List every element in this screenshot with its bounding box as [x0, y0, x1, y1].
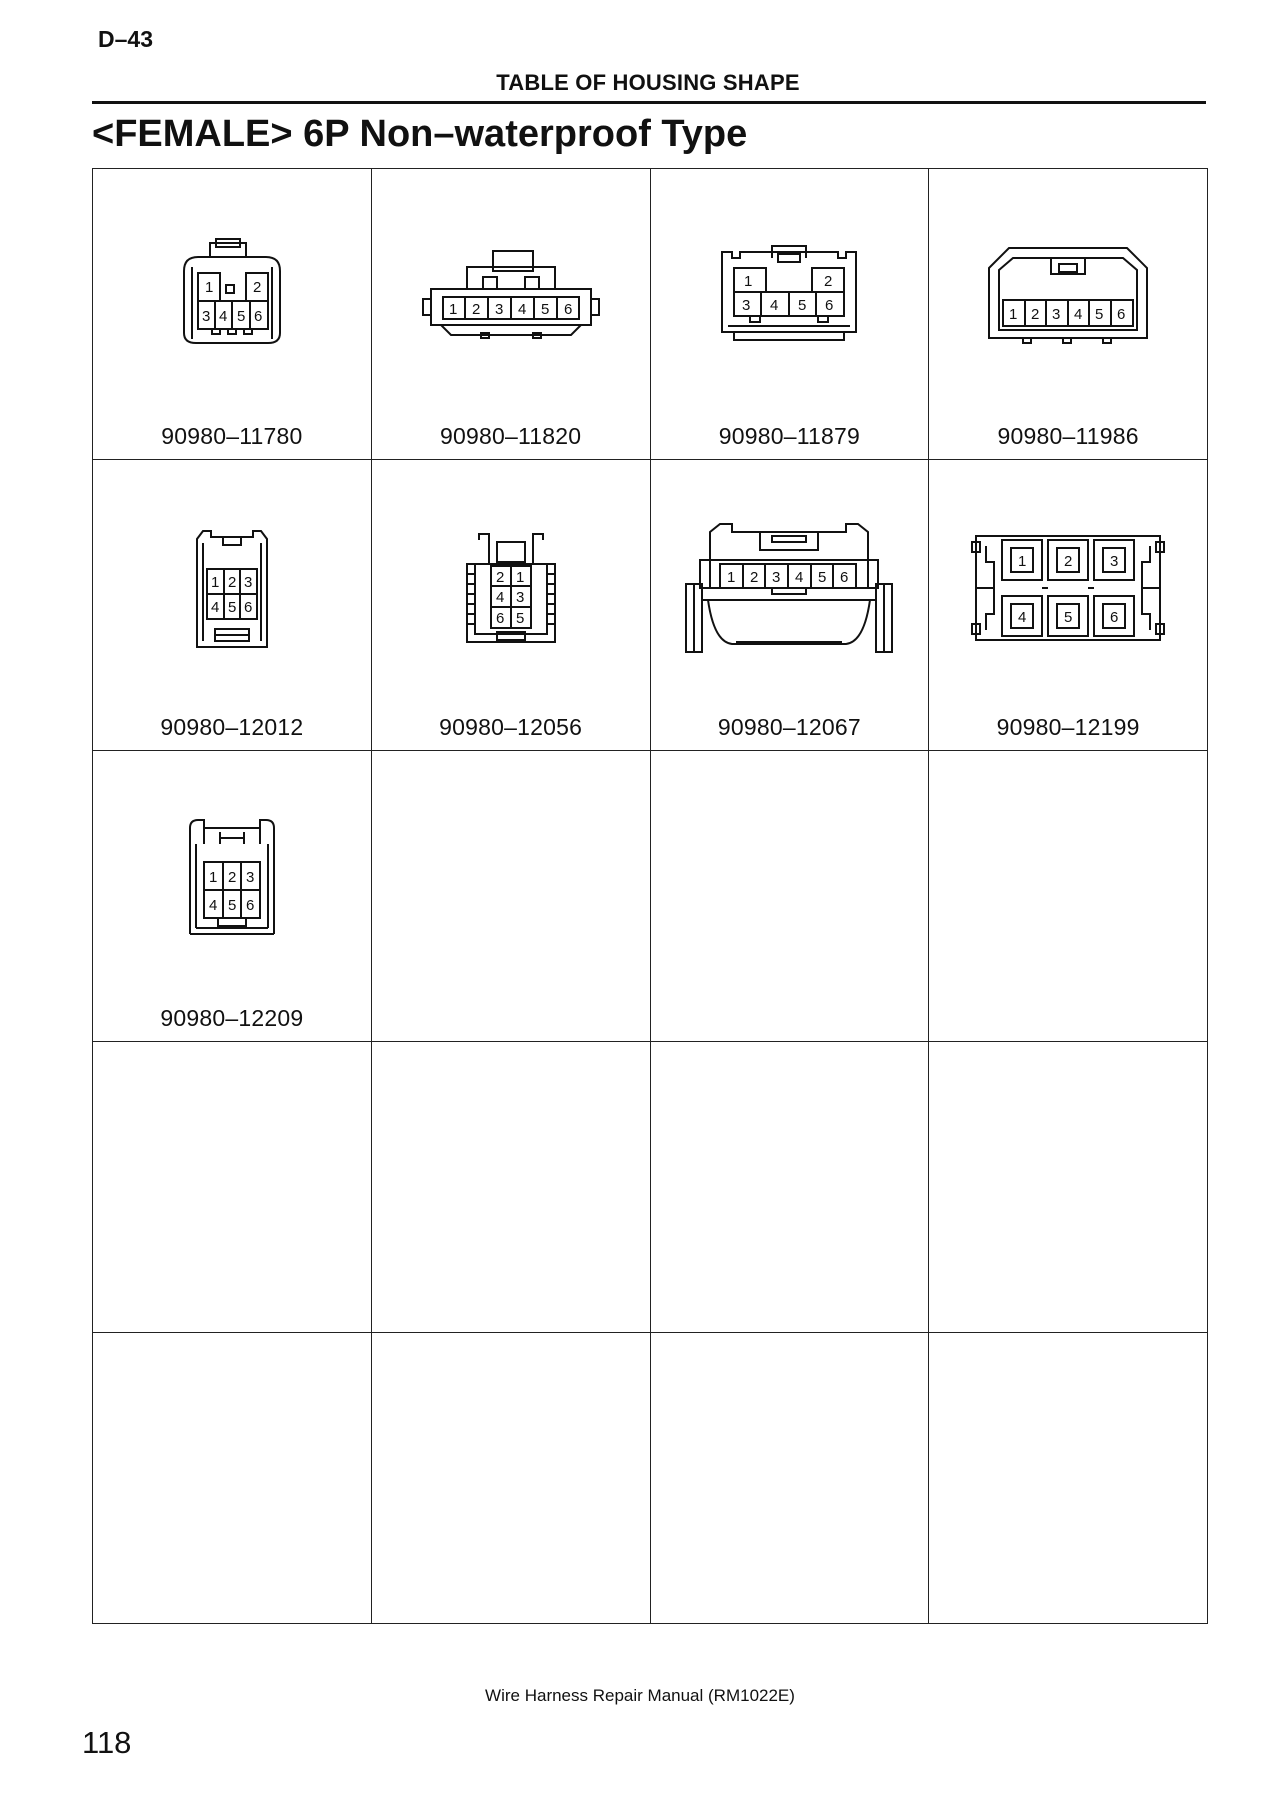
pin-label: 3: [245, 869, 255, 886]
part-number: 90980–12012: [160, 714, 304, 740]
table-row: [93, 169, 1208, 460]
pin-label: 5: [798, 297, 807, 314]
connector-cell: [929, 460, 1208, 751]
pin-label: 6: [563, 301, 572, 318]
pin-label: 6: [495, 610, 504, 627]
pin-label: 6: [245, 897, 255, 914]
part-number: 90980–12056: [439, 714, 583, 740]
pin-label: 5: [1095, 306, 1104, 323]
part-number: 90980–11879: [718, 423, 860, 449]
table-row: [93, 1042, 1208, 1333]
connector-drawing-90980-12012: [93, 498, 371, 678]
pin-label: 5: [1064, 609, 1073, 626]
table-row: [93, 460, 1208, 751]
pin-label: 1: [448, 301, 457, 318]
pin-label: 3: [1052, 306, 1061, 323]
pin-label: 4: [495, 589, 504, 606]
pin-label: 2: [471, 301, 480, 318]
pin-label: 5: [818, 569, 827, 586]
pin-label: 5: [227, 897, 237, 914]
pin-label: 2: [495, 569, 504, 586]
connector-cell: [93, 751, 372, 1042]
pin-label: 5: [540, 301, 549, 318]
pin-label: 4: [1074, 306, 1083, 323]
pin-label: 6: [840, 569, 849, 586]
pin-label: 5: [236, 308, 246, 325]
pin-label: 2: [750, 569, 759, 586]
pin-label: 2: [227, 574, 237, 591]
pin-label: 6: [1110, 609, 1119, 626]
pin-label: 1: [515, 569, 524, 586]
pin-label: 1: [208, 869, 218, 886]
pin-label: 1: [1009, 306, 1018, 323]
connector-drawing-90980-12056: [372, 498, 650, 678]
part-number: 90980–12067: [717, 714, 861, 740]
empty-cell: [650, 1042, 929, 1333]
pin-label: 1: [727, 569, 736, 586]
page-code: D–43: [98, 26, 153, 52]
pin-label: 5: [227, 599, 237, 616]
pin-label: 1: [210, 574, 220, 591]
pin-label: 3: [742, 297, 751, 314]
empty-cell: [650, 1333, 929, 1624]
pin-label: 6: [243, 599, 253, 616]
pin-label: 4: [210, 599, 220, 616]
pin-label: 3: [494, 301, 503, 318]
empty-cell: [371, 1333, 650, 1624]
empty-cell: [650, 751, 929, 1042]
connector-cell: [650, 460, 929, 751]
table-row: [93, 1333, 1208, 1624]
pin-label: 2: [227, 869, 237, 886]
table-row: [93, 751, 1208, 1042]
pin-label: 1: [744, 273, 753, 290]
connector-cell: [371, 460, 650, 751]
pin-label: 1: [204, 279, 214, 296]
connector-drawing-90980-11780: [93, 207, 371, 387]
empty-cell: [371, 1042, 650, 1333]
pin-label: 3: [772, 569, 781, 586]
pin-label: 1: [1018, 553, 1027, 570]
part-number: 90980–11986: [997, 423, 1139, 449]
empty-cell: [371, 751, 650, 1042]
empty-cell: [929, 751, 1208, 1042]
housing-shape-table: [92, 168, 1208, 1624]
pin-label: 3: [243, 574, 253, 591]
footer-manual-title: Wire Harness Repair Manual (RM1022E): [485, 1686, 795, 1705]
pin-label: 5: [515, 610, 524, 627]
pin-label: 4: [517, 301, 526, 318]
pin-label: 3: [515, 589, 524, 606]
page-number: 118: [82, 1725, 132, 1760]
pin-label: 4: [795, 569, 804, 586]
pin-label: 3: [201, 308, 211, 325]
connector-drawing-90980-12199: [929, 498, 1207, 678]
pin-label: 4: [208, 897, 218, 914]
pin-label: 2: [1031, 306, 1040, 323]
connector-drawing-90980-11986: [929, 207, 1207, 387]
empty-cell: [93, 1333, 372, 1624]
connector-drawing-90980-11820: [372, 207, 650, 387]
pin-label: 2: [252, 279, 262, 296]
connector-cell: [93, 169, 372, 460]
part-number: 90980–12209: [160, 1005, 304, 1031]
empty-cell: [929, 1042, 1208, 1333]
header-rule: [92, 101, 1206, 104]
pin-label: 6: [825, 297, 834, 314]
pin-label: 4: [1018, 609, 1027, 626]
connector-drawing-90980-12209: [93, 789, 371, 969]
part-number: 90980–12199: [996, 714, 1140, 740]
connector-drawing-90980-11879: [651, 207, 929, 387]
pin-label: 6: [253, 308, 263, 325]
section-header: TABLE OF HOUSING SHAPE: [496, 70, 800, 95]
pin-label: 4: [218, 308, 228, 325]
pin-label: 4: [770, 297, 779, 314]
connector-cell: [929, 169, 1208, 460]
part-number: 90980–11820: [440, 423, 582, 449]
empty-cell: [93, 1042, 372, 1333]
connector-cell: [650, 169, 929, 460]
pin-label: 6: [1117, 306, 1126, 323]
empty-cell: [929, 1333, 1208, 1624]
connector-cell: [371, 169, 650, 460]
pin-label: 2: [1064, 553, 1073, 570]
connector-drawing-90980-12067: [651, 498, 929, 678]
part-number: 90980–11780: [161, 423, 303, 449]
page-title: <FEMALE> 6P Non–waterproof Type: [92, 113, 748, 155]
pin-label: 2: [824, 273, 833, 290]
pin-label: 3: [1110, 553, 1119, 570]
connector-cell: [93, 460, 372, 751]
